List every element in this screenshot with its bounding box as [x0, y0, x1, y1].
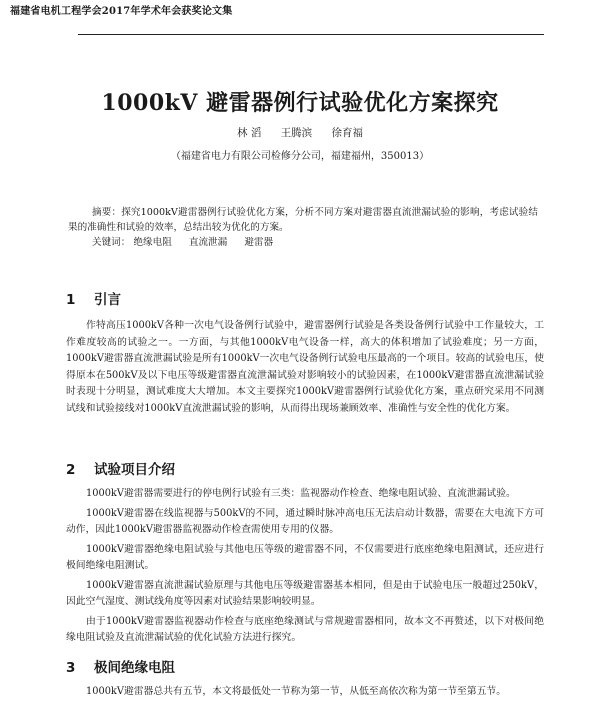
section-title: 极间绝缘电阻 [94, 660, 175, 676]
header-rule [78, 34, 544, 35]
keywords-label: 关键词： [92, 237, 131, 248]
section-number: 3 [66, 660, 76, 676]
section-heading-1 [66, 288, 121, 308]
paragraph: 作特高压1000kV各种一次电气设备例行试验中，避雷器例行试验是各类设备例行试验中工作量较大，工作难度较高的试验之一。一方面，与其他1000kV电气设备一样，高大的体积增加了试验难度；另一方面，1000kV避雷器直流泄漏试验是所有1000kV一次电气设备例行试验电压最高的一个项目。较高的试验电压，使得原本在500kV及以下电压等级避雷器直流泄漏试验对影响较小的试验因素，在1000kV避雷器直流泄漏试验时表现十分明显，测试难度大大增加。本文主要探究1000kV避雷器例行试验优化方案，重点研究采用不同测试线和试验接线对1000kV直流泄漏试验的影响，从而得出现场兼顾效率、准确性与安全性的优化方案。 [66, 320, 544, 414]
author-list [0, 125, 600, 140]
keyword: 避雷器 [244, 237, 274, 248]
author: 林 滔 [236, 127, 262, 139]
section-number: 1 [66, 292, 76, 308]
paragraph: 1000kV避雷器需要进行的停电例行试验有三类：监视器动作检查、绝缘电阻试验、直流泄漏试验。 [86, 488, 516, 499]
affiliation: （福建省电力有限公司检修分公司，福建福州，350013） [170, 151, 430, 162]
section-heading-2 [66, 458, 175, 478]
section-body-3 [66, 684, 544, 704]
paragraph: 1000kV避雷器总共有五节，本文将最低处一节称为第一节，从低至高依次称为第一节至第五节。 [86, 686, 507, 697]
author: 王腾滨 [280, 127, 313, 139]
paragraph: 1000kV避雷器绝缘电阻试验与其他电压等级的避雷器不同，不仅需要进行底座绝缘电阻测试，还应进行极间绝缘电阻测试。 [66, 543, 544, 571]
paper-title: 1000kV 避雷器例行试验优化方案探究 [101, 90, 499, 116]
section-heading-3 [66, 656, 175, 676]
author: 徐育福 [331, 127, 364, 139]
section-title: 试验项目介绍 [94, 462, 175, 478]
abstract-text: 摘要：探究1000kV避雷器例行试验优化方案，分析不同方案对避雷器直流泄漏试验的影响，考虑试验结果的准确性和试验的效率，总结出较为优化的方案。 [68, 207, 538, 233]
section-body-2 [66, 486, 544, 650]
paragraph: 由于1000kV避雷器监视器动作检查与底座绝缘测试与常规避雷器相同，故本文不再赘述，以下对极间绝缘电阻试验及直流泄漏试验的优化试验方法进行探究。 [66, 615, 544, 643]
keyword: 直流泄漏 [188, 237, 228, 248]
section-number: 2 [66, 462, 76, 478]
section-body-1 [66, 318, 544, 420]
keyword: 绝缘电阻 [133, 237, 172, 248]
paragraph: 1000kV避雷器在线监视器与500kV的不同，通过瞬时脉冲高电压无法启动计数器，需要在大电流下方可动作，因此1000kV避雷器监视器动作检查需使用专用的仪器。 [66, 507, 544, 535]
section-title: 引言 [94, 292, 121, 308]
keywords-line [68, 235, 538, 250]
abstract-block [68, 205, 538, 250]
paragraph: 1000kV避雷器直流泄漏试验原理与其他电压等级避雷器基本相同，但是由于试验电压一般超过250kV，因此空气湿度、测试线角度等因素对试验结果影响较明显。 [66, 579, 544, 607]
running-head: 福建省电机工程学会2017年学术年会获奖论文集 [10, 6, 233, 17]
